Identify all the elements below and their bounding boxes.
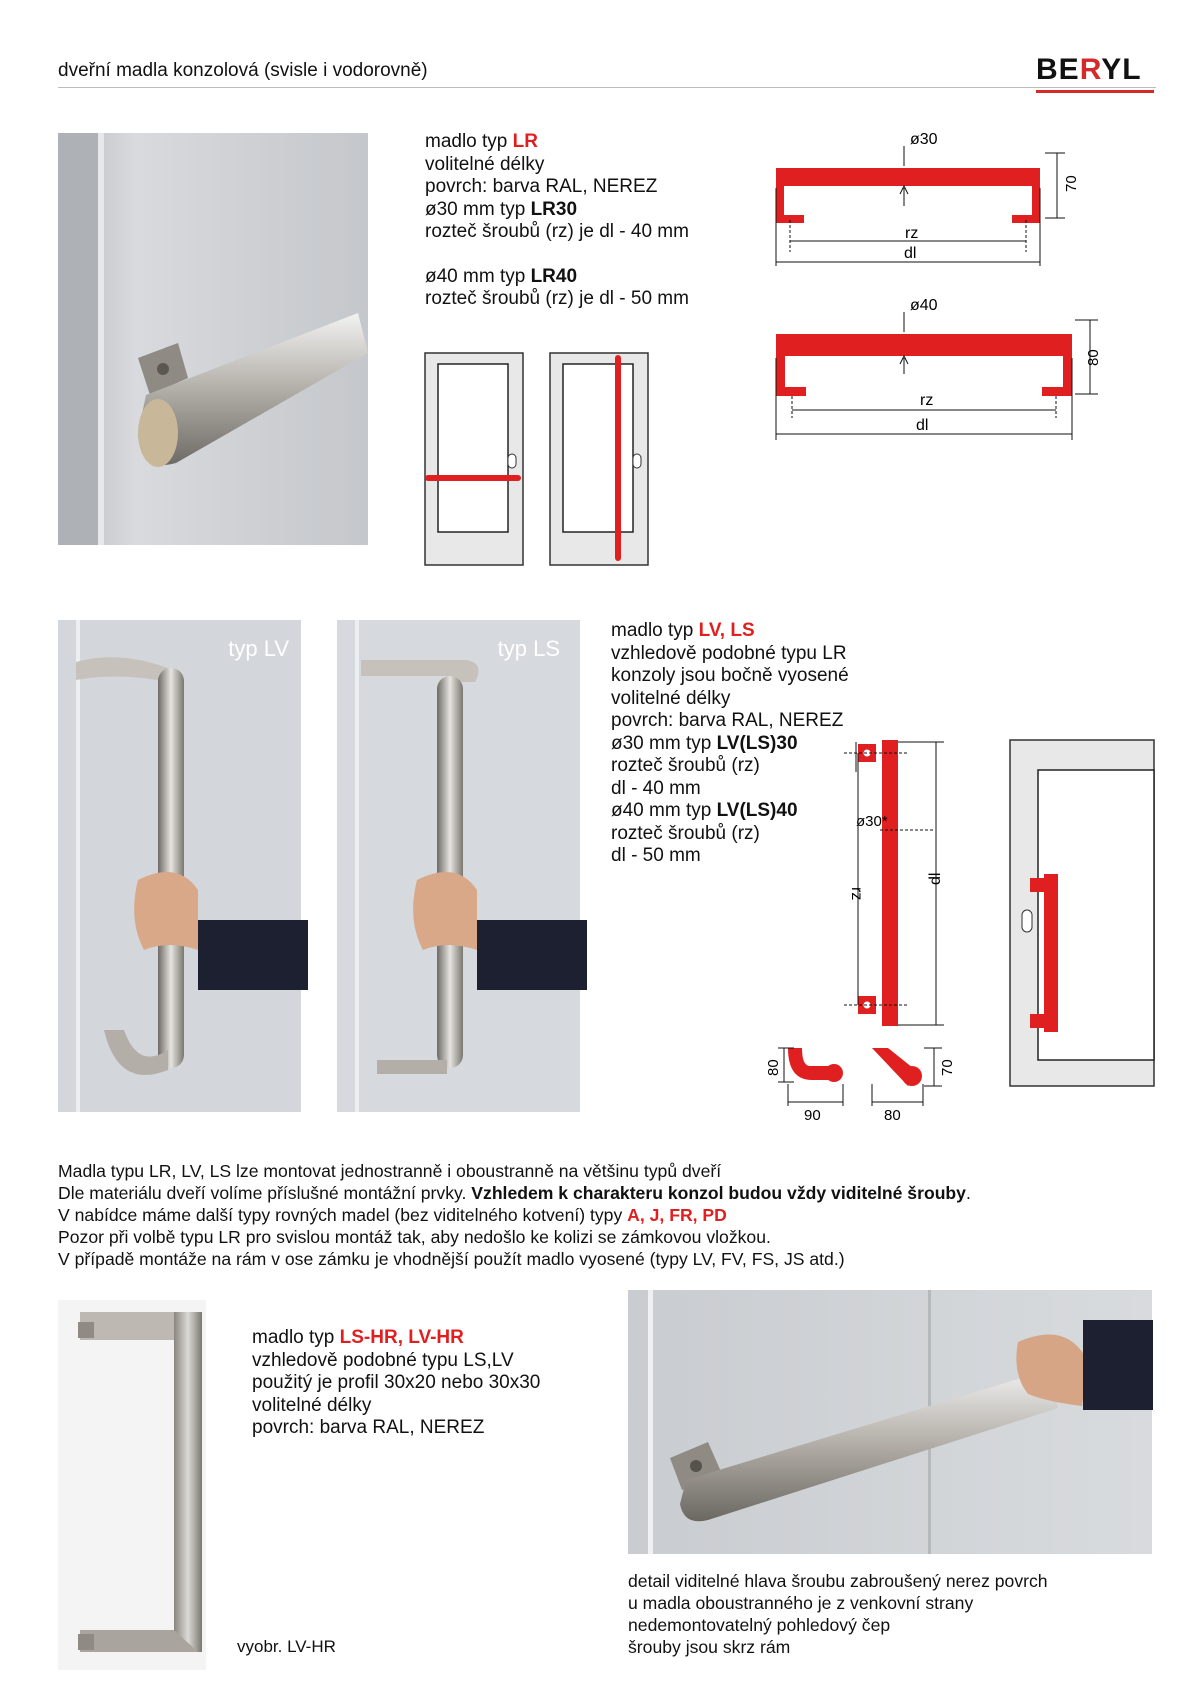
lv-w-label: 90 (804, 1107, 821, 1124)
lvls-line-rz2: rozteč šroubů (rz) (611, 822, 760, 844)
dl40-label: dl (916, 417, 929, 434)
hr-line: volitelné délky (252, 1394, 372, 1416)
photo-lv-label: typ LV (228, 636, 289, 661)
lr-line-d40: ø40 mm typ LR40 (425, 265, 578, 287)
lvls-line-dl2: dl - 50 mm (611, 845, 701, 866)
lvls-line-d40: ø40 mm typ LV(LS)40 (611, 800, 798, 821)
photo-detail-handle (628, 1290, 1152, 1554)
hr-heading: madlo typ LS-HR, LV-HR (252, 1327, 464, 1348)
photo-ls-handle (337, 620, 580, 1112)
diagram-lr30 (776, 131, 1080, 266)
detail-line: u madla oboustranného je z venkovní strany (628, 1593, 974, 1613)
installation-notes (58, 1160, 971, 1270)
detail-description (628, 1570, 1048, 1658)
note-line: V případě montáže na rám v ose zámku je vhodnější použít madlo vyosené (typy LV, FV, FS, JS atd.) (58, 1249, 845, 1269)
hr-line: povrch: barva RAL, NEREZ (252, 1417, 485, 1438)
page-title: dveřní madla konzolová (svisle i vodorovně) (58, 60, 428, 81)
diagram-lr40 (776, 297, 1102, 440)
photo-lr-handle (58, 133, 368, 545)
lvls-line-dl1: dl - 40 mm (611, 777, 701, 799)
photo-lv-handle (58, 620, 301, 1112)
hr-line: vzhledově podobné typu LS,LV (252, 1349, 514, 1371)
lvls-heading: madlo typ LV, LS (611, 620, 755, 641)
hr-photo-caption: vyobr. LV-HR (237, 1637, 336, 1656)
dia30-label: ø30 (910, 131, 938, 148)
photo-ls-label: typ LS (497, 636, 560, 661)
lr-description (425, 131, 689, 311)
photo-lr-illustration (58, 133, 368, 545)
brand-logo (1036, 52, 1154, 93)
lr-heading: madlo typ LR (425, 131, 538, 152)
ls-h-label: 70 (939, 1059, 956, 1076)
lv-h-label: 80 (765, 1059, 782, 1076)
dia40-label: ø40 (910, 297, 938, 314)
h30-label: 70 (1063, 175, 1080, 192)
lvls-line: konzoly jsou bočně vyosené (611, 665, 849, 686)
lvls-line: vzhledově podobné typu LR (611, 642, 847, 664)
rz40-label: rz (920, 392, 934, 409)
lvls-line: povrch: barva RAL, NEREZ (611, 710, 844, 731)
lr-line-d30: ø30 mm typ LR30 (425, 198, 578, 220)
header-divider (58, 87, 1156, 88)
lr-line-rz30: rozteč šroubů (rz) je dl - 40 mm (425, 221, 689, 242)
lr-line-lengths: volitelné délky (425, 153, 545, 175)
detail-line: detail viditelné hlava šroubu zabroušený nerez povrch (628, 1571, 1048, 1591)
h40-label: 80 (1085, 349, 1102, 366)
bar30 (776, 168, 1040, 186)
ls-w-label: 80 (884, 1107, 901, 1124)
lvls-technical-diagram (748, 730, 1158, 1130)
lr-line-rz40: rozteč šroubů (rz) je dl - 50 mm (425, 288, 689, 309)
note-line: V nabídce máme další typy rovných madel (bez viditelného kotvení) typy A, J, FR, PD (58, 1205, 727, 1225)
lvls-dl-label: dl (927, 872, 944, 885)
rz30-label: rz (905, 225, 919, 242)
detail-line: nedemontovatelný pohledový čep (628, 1615, 891, 1635)
lvls-line-d30: ø30 mm typ LV(LS)30 (611, 732, 798, 754)
lr-door-schematics (422, 350, 656, 570)
vertical-bar (882, 740, 898, 1026)
lvls-rz-label: rz (848, 887, 865, 901)
hr-description (252, 1327, 540, 1440)
lvls-dia-label: ø30* (856, 813, 888, 830)
lr-technical-diagrams (760, 128, 1100, 448)
lvls-line-rz1: rozteč šroubů (rz) (611, 755, 760, 776)
dl30-label: dl (904, 245, 917, 262)
note-line: Dle materiálu dveří volíme příslušné montážní prvky. Vzhledem k charakteru konzol budou vždy viditelné šrouby. (58, 1183, 971, 1203)
photo-lv-hr (58, 1300, 206, 1670)
note-line: Pozor při volbě typu LR pro svislou montáž tak, aby nedošlo ke kolizi se zámkovou vložkou. (58, 1227, 771, 1247)
lr-line-surface: povrch: barva RAL, NEREZ (425, 176, 658, 197)
lvls-line: volitelné délky (611, 687, 731, 709)
bar40 (776, 334, 1072, 356)
logo-text: BERYL (1036, 53, 1142, 86)
note-line: Madla typu LR, LV, LS lze montovat jednostranně i oboustranně na většinu typů dveří (58, 1161, 722, 1181)
hr-line: použitý je profil 30x20 nebo 30x30 (252, 1372, 541, 1393)
detail-line: šrouby jsou skrz rám (628, 1637, 791, 1657)
